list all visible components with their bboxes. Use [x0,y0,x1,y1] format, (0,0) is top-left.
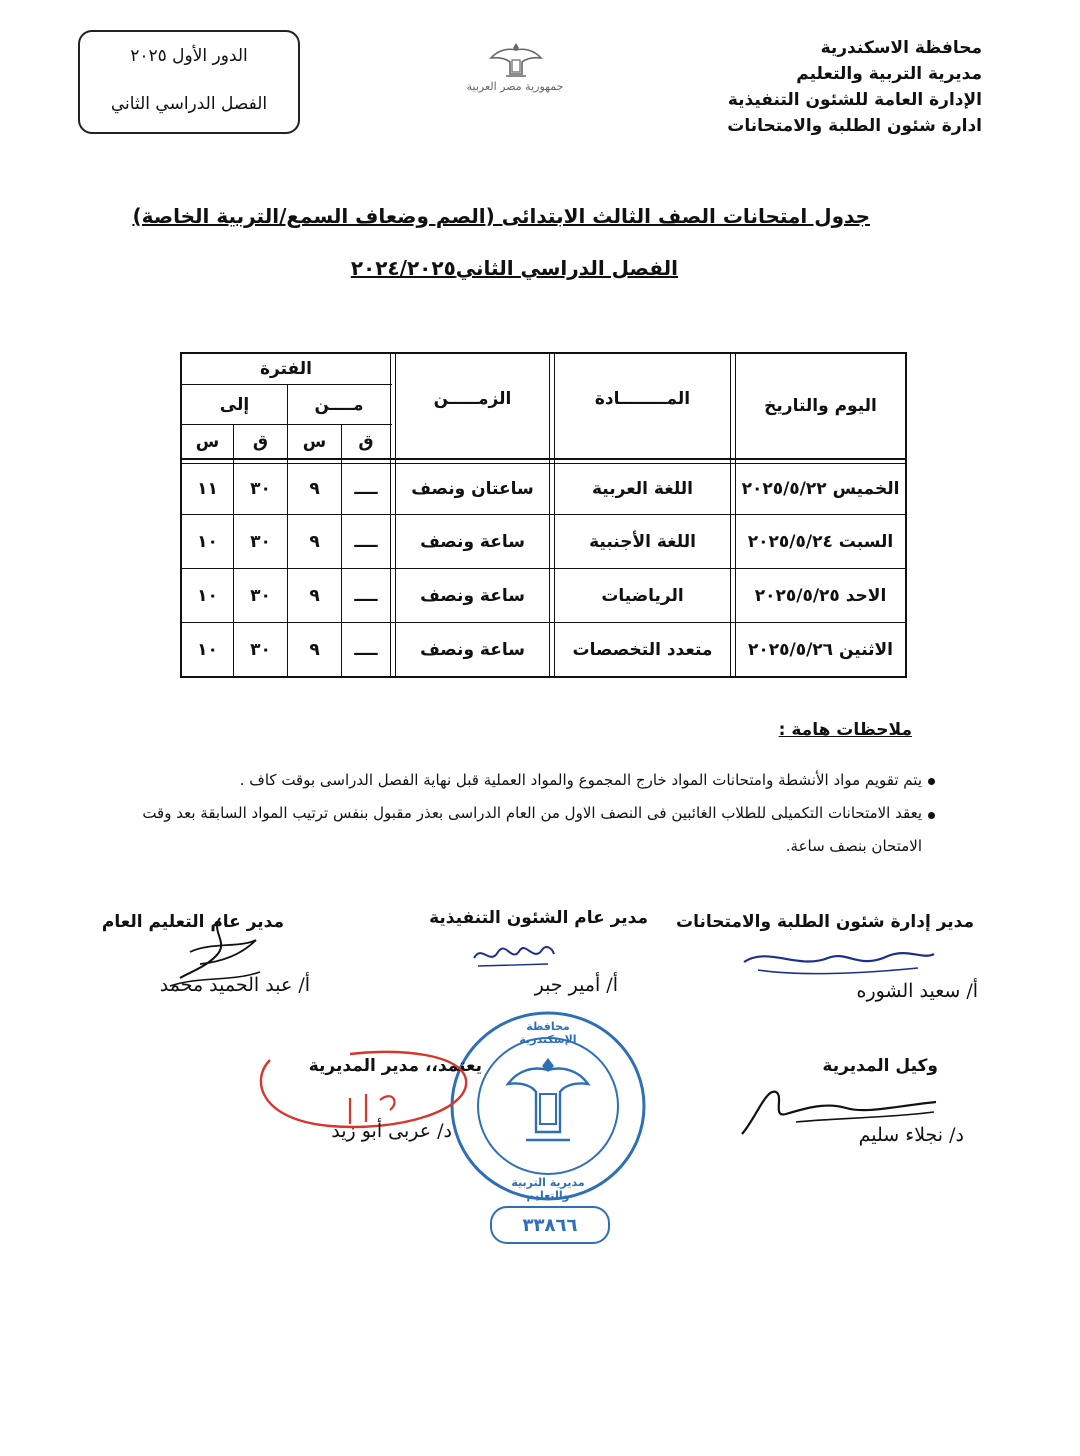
emblem-caption: جمهورية مصر العربية [466,80,564,93]
header-from-minute: ق [358,431,374,452]
header-from: مــــن [314,394,364,415]
exam-round: الدور الأول ٢٠٢٥ [130,46,248,66]
row1-duration: ساعتان ونصف [411,479,534,499]
row1-to-minute: ٣٠ [250,479,271,499]
row2-to-minute: ٣٠ [250,531,271,552]
stamp-number: ٣٣٨٦٦ [490,1206,610,1244]
sig-students-title: مدير إدارة شئون الطلبة والامتحانات [676,912,974,932]
sig-director-title: يعتمد،، مدير المديرية [308,1056,482,1076]
row3-from-minute: ــــ [354,585,378,606]
seal-top-text: محافظة الإسكندرية [519,1020,577,1046]
notes-title: ملاحظات هامة : [778,720,912,740]
bullet-icon [928,778,935,785]
row4-day-date: الاثنين ٢٠٢٥/٥/٢٦ [747,639,894,660]
sig-deputy-title: وكيل المديرية [822,1056,938,1076]
page-title: جدول امتحانات الصف الثالث الابتدائى (الصم وضعاف السمع/التربية الخاصة) [132,204,870,228]
row4-subject: متعدد التخصصات [572,639,713,660]
row2-to-hour: ١٠ [197,531,218,552]
sig-deputy-name: د/ نجلاء سليم [858,1124,964,1146]
row3-from-hour: ٩ [309,585,320,606]
row3-to-hour: ١٠ [197,585,218,606]
signature-students-icon [738,940,938,980]
note-item-1: يتم تقويم مواد الأنشطة وامتحانات المواد خارج المجموع والمواد العملية قبل نهاية الفصل الدراسى بوقت كاف . [239,771,922,789]
row1-to-hour: ١١ [197,479,218,499]
sig-education-title: مدير عام التعليم العام [101,912,284,932]
page-subtitle: الفصل الدراسي الثاني٢٠٢٤/٢٠٢٥ [350,256,678,280]
note-item-2: يعقد الامتحانات التكميلى للطلاب الغائبين فى النصف الاول من العام الدراسى بعذر مقبول بنفس ترتيب المواد السابقة بعد وقت الامتحان بنصف ساعة. [142,804,922,855]
row1-from-hour: ٩ [309,479,320,499]
bullet-icon [928,812,935,819]
row4-from-minute: ــــ [354,639,378,660]
sig-executive-title: مدير عام الشئون التنفيذية [429,908,648,928]
row1-day-date: الخميس ٢٠٢٥/٥/٢٢ [741,479,900,499]
row3-subject: الرياضيات [601,585,684,606]
header-from-hour: س [302,431,327,452]
row1-from-minute: ــــ [354,479,378,499]
header-to: إلى [219,394,250,415]
header-duration: الزمـــــن [433,389,512,409]
eagle-emblem-icon [488,40,544,80]
seal-bottom-text: مديرية التربية والتعليم [511,1176,585,1202]
header-day-date: اليوم والتاريخ [764,396,877,416]
exam-round-box [78,30,300,134]
signature-executive-icon [468,936,558,972]
header-exams-admin: ادارة شئون الطلبة والامتحانات [727,116,982,136]
row3-day-date: الاحد ٢٠٢٥/٥/٢٥ [754,585,887,606]
sig-executive-name: أ/ أمير جبر [534,974,618,996]
row2-from-minute: ــــ [354,531,378,552]
row4-to-minute: ٣٠ [250,639,271,660]
row2-subject: اللغة الأجنبية [589,531,696,552]
row4-duration: ساعة ونصف [420,639,525,660]
header-period: الفترة [260,359,312,379]
exam-term: الفصل الدراسي الثاني [110,94,268,114]
header-governorate: محافظة الاسكندرية [820,38,982,58]
row4-from-hour: ٩ [309,639,320,660]
sig-education-name: أ/ عبد الحميد محمد [159,974,310,996]
header-general-admin: الإدارة العامة للشئون التنفيذية [727,90,982,110]
sig-students-name: أ/ سعيد الشوره [856,980,978,1002]
header-directorate: مديرية التربية والتعليم [796,64,982,84]
row2-duration: ساعة ونصف [420,531,525,552]
row2-from-hour: ٩ [309,531,320,552]
row4-to-hour: ١٠ [197,639,218,660]
header-subject: المــــــــادة [594,389,691,409]
row3-to-minute: ٣٠ [250,585,271,606]
row2-day-date: السبت ٢٠٢٥/٥/٢٤ [747,531,894,552]
row3-duration: ساعة ونصف [420,585,525,606]
sig-director-name: د/ عربى أبو زيد [331,1120,452,1142]
header-to-hour: س [195,431,220,452]
row1-subject: اللغة العربية [592,479,693,499]
header-to-minute: ق [252,431,269,452]
